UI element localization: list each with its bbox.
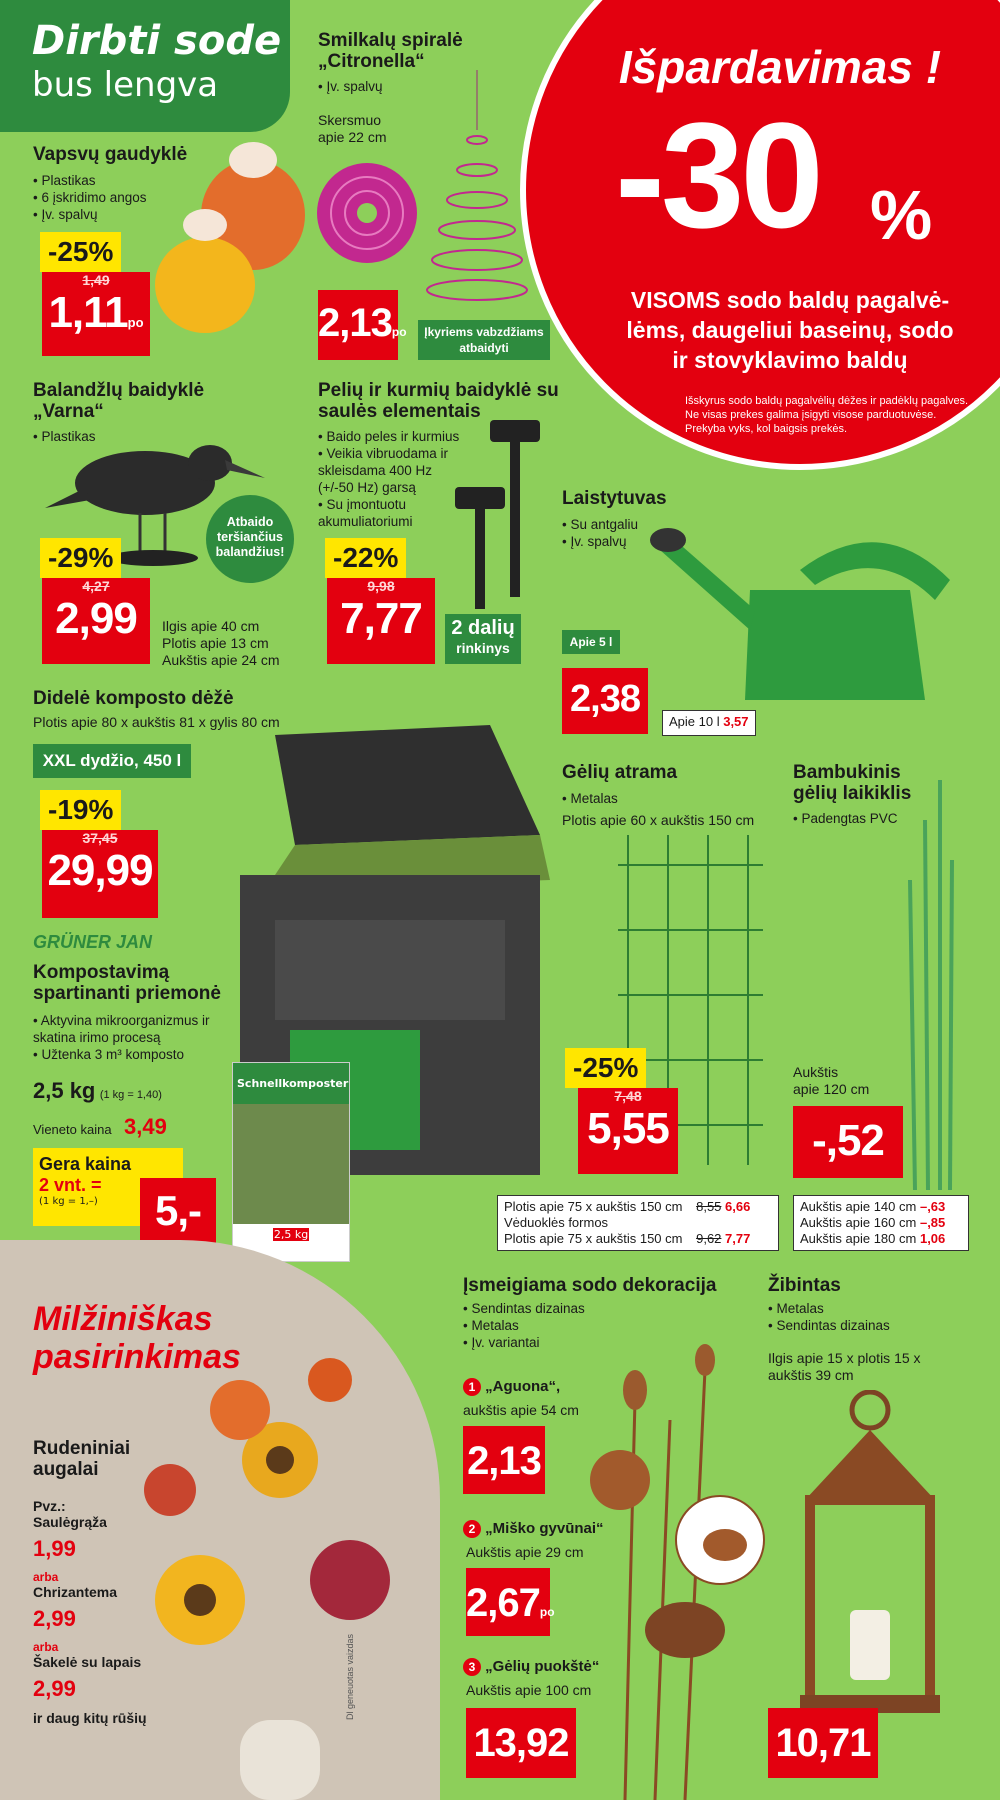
deco-item2-height: Aukštis apie 29 cm — [466, 1544, 584, 1560]
bamboo-title-line2: gėlių laikiklis — [793, 783, 912, 804]
lantern-price: 10,71 — [775, 1721, 871, 1765]
deco-item3-height: Aukštis apie 100 cm — [466, 1682, 592, 1698]
lantern-title: Žibintas — [768, 1275, 841, 1296]
autumn-item: Chrizantema — [33, 1584, 118, 1600]
spiral-dia-value: apie 22 cm — [318, 129, 387, 145]
autumn-or: arba — [33, 1640, 59, 1654]
wasp-discount: -25% — [40, 232, 121, 272]
autumn-subtitle-line2: augalai — [33, 1459, 99, 1480]
spiral-hanging-image — [420, 70, 535, 310]
autumn-subtitle-line1: Rudeniniai — [33, 1438, 131, 1459]
trellis-variant-label: Plotis apie 75 x aukštis 150 cm — [504, 1231, 683, 1246]
autumn-title-line1: Milžiniškas — [33, 1300, 213, 1338]
bamboo-variants — [793, 1195, 969, 1251]
compost-dims: Plotis apie 80 x aukštis 81 x gylis 80 cm — [33, 714, 280, 730]
accel-price: 5,- — [154, 1187, 201, 1234]
compost-xxl-tag: XXL dydžio, 450 l — [33, 744, 191, 778]
autumn-title — [33, 1300, 241, 1376]
autumn-list — [33, 1498, 147, 1726]
sale-title: Išpardavimas ! — [618, 41, 942, 93]
sale-description — [590, 285, 990, 375]
autumn-item-price: 2,99 — [33, 1606, 76, 1631]
trellis-bullets — [562, 790, 618, 807]
crow-dim: Aukštis apie 24 cm — [162, 652, 280, 668]
spiral-bullet: • Įv. spalvų — [318, 78, 383, 95]
trellis-bullet: • Metalas — [562, 790, 618, 807]
mole-bullet: • Su įmontuotu akumuliatoriumi — [318, 496, 468, 530]
accel-weight-note: (1 kg = 1,40) — [99, 1089, 162, 1101]
mole-bullet: • Veikia vibruodama ir skleisdama 400 Hz (+/-50 Hz) garsą — [318, 445, 468, 496]
header-banner — [0, 0, 290, 132]
crow-price: 2,99 — [55, 594, 137, 643]
trellis-variants — [497, 1195, 779, 1251]
header-line2: bus lengva — [32, 65, 219, 105]
autumn-item-price: 1,99 — [33, 1536, 76, 1561]
sale-line3: ir stovyklavimo baldų — [672, 347, 908, 373]
trellis-variant-label: Plotis apie 75 x aukštis 150 cm — [504, 1199, 683, 1214]
wasp-bullets — [33, 172, 147, 223]
mole-title-line1: Pelių ir kurmių baidyklė su — [318, 380, 559, 401]
wasp-unit: po — [127, 315, 144, 330]
sale-note: Išskyrus sodo baldų pagalvėlių dėžes ir padėklų pagalves. Ne visas prekes galima įsigyti visose parduotuvėse. Prekyba vyks, kol baigsis prekės. — [685, 395, 969, 435]
autumn-item-price: 2,99 — [33, 1676, 76, 1701]
autumn-item: Saulėgrąža — [33, 1514, 107, 1530]
crow-dims — [162, 618, 280, 669]
accel-bullet: • Aktyvina mikroorganizmus ir skatina irimo procesą — [33, 1012, 223, 1046]
lantern-bullet: • Sendintas dizainas — [768, 1317, 890, 1334]
bamboo-variant-label: Aukštis apie 160 cm — [800, 1215, 917, 1230]
spiral-bullets — [318, 78, 383, 95]
autumn-item: Šakelė su lapais — [33, 1654, 142, 1670]
accel-unit-row — [33, 1114, 167, 1140]
compost-discount: -19% — [40, 790, 121, 830]
bamboo-variant-row — [800, 1231, 962, 1247]
can-bullet: • Su antgaliu — [562, 516, 638, 533]
bamboo-variant-price: –,85 — [919, 1215, 946, 1230]
accel-deal-label: Gera kaina — [39, 1154, 132, 1174]
trellis-dims: Plotis apie 60 x aukštis 150 cm — [562, 812, 755, 828]
spiral-title — [318, 30, 463, 72]
trellis-variant-label: Vėduoklės formos — [504, 1215, 609, 1230]
trellis-variant-row — [504, 1199, 772, 1215]
wasp-bullet: • Plastikas — [33, 172, 147, 189]
wasp-bullet: • 6 įskridimo angos — [33, 189, 147, 206]
deco-image — [575, 1310, 775, 1800]
bamboo-title — [793, 762, 911, 804]
deco-item1-height: aukštis apie 54 cm — [463, 1402, 579, 1418]
can-alt-box — [662, 710, 756, 736]
compost-price: 29,99 — [47, 846, 153, 895]
accel-title-line1: Kompostavimą — [33, 962, 170, 983]
can-bullet: • Įv. spalvų — [562, 533, 638, 550]
lantern-dims-line1: Ilgis apie 15 x plotis 15 x — [768, 1350, 921, 1366]
trellis-title: Gėlių atrama — [562, 762, 678, 783]
bamboo-variant-price: –,63 — [919, 1199, 946, 1214]
mole-repeller-image — [450, 415, 550, 615]
compost-price-box — [42, 830, 158, 918]
deco-item2-price-box — [466, 1568, 555, 1636]
accel-unit-price: 3,49 — [124, 1114, 167, 1139]
spiral-price-box — [318, 290, 407, 360]
bamboo-bullet: • Padengtas PVC — [793, 810, 898, 827]
deco-item3-number: 3 — [463, 1658, 481, 1676]
deco-item3-label: „Gėlių puokštė“ — [485, 1658, 600, 1675]
deco-item1-price: 2,13 — [467, 1439, 541, 1483]
mole-title-line2: saulės elementais — [318, 401, 481, 422]
deco-bullet: • Įv. variantai — [463, 1334, 585, 1351]
deco-item1-number: 1 — [463, 1378, 481, 1396]
bamboo-variant-price: 1,06 — [919, 1231, 946, 1246]
lantern-dims-line2: aukštis 39 cm — [768, 1367, 854, 1383]
can-price: 2,38 — [570, 678, 640, 720]
crow-bullet: • Plastikas — [33, 428, 96, 445]
accel-weight-row — [33, 1078, 162, 1104]
autumn-more: ir daug kitų rūšių — [33, 1710, 147, 1726]
trellis-discount: -25% — [565, 1048, 646, 1088]
bamboo-price: -,52 — [812, 1116, 884, 1165]
can-bullets — [562, 516, 638, 550]
bamboo-stakes-image — [900, 780, 960, 1190]
autumn-or: arba — [33, 1570, 59, 1584]
deco-item2 — [463, 1520, 604, 1538]
crow-discount: -29% — [40, 538, 121, 578]
can-alt-price: 3,57 — [723, 714, 749, 729]
deco-item3 — [463, 1658, 599, 1676]
bamboo-bullets — [793, 810, 898, 827]
can-title: Laistytuvas — [562, 488, 667, 509]
crow-dim: Ilgis apie 40 cm — [162, 618, 260, 634]
spiral-coil-image — [312, 158, 422, 268]
wasp-trap-image — [145, 135, 305, 345]
sale-percent: -30 — [615, 91, 820, 259]
accel-title — [33, 962, 221, 1004]
wasp-price-box — [42, 272, 150, 356]
deco-item2-label: „Miško gyvūnai“ — [485, 1520, 604, 1537]
accel-deal-note: (1 kg = 1,–) — [39, 1196, 98, 1207]
autumn-title-line2: pasirinkimas — [33, 1338, 241, 1376]
sale-line1: VISOMS sodo baldų pagalvė- — [630, 287, 950, 313]
lantern-dims — [768, 1350, 921, 1384]
deco-item3-price: 13,92 — [473, 1721, 569, 1765]
crow-title-line2: „Varna“ — [33, 401, 104, 422]
can-alt-label: Apie 10 l — [669, 714, 720, 729]
trellis-price: 5,55 — [587, 1104, 669, 1153]
spiral-unit: po — [391, 325, 407, 339]
lantern-bullet: • Metalas — [768, 1300, 890, 1317]
accel-weight: 2,5 kg — [33, 1078, 96, 1103]
can-size-tag: Apie 5 l — [562, 630, 620, 654]
crow-title-line1: Balandžlų baidyklė — [33, 380, 205, 401]
watering-can-image — [650, 510, 970, 710]
wasp-bullet: • Įv. spalvų — [33, 206, 147, 223]
autumn-subtitle — [33, 1438, 130, 1480]
bamboo-price-box — [793, 1106, 903, 1178]
mole-bullets — [318, 428, 468, 530]
deco-item2-unit: po — [539, 1605, 555, 1619]
deco-title: Įsmeigiama sodo dekoracija — [463, 1275, 717, 1296]
trellis-variant-old: 9,62 — [696, 1231, 722, 1246]
crow-dim: Plotis apie 13 cm — [162, 635, 269, 651]
accel-unit-label: Vieneto kaina — [33, 1122, 112, 1137]
deco-bullet: • Sendintas dizainas — [463, 1300, 585, 1317]
header-line1: Dirbti sode — [32, 18, 282, 64]
deco-bullet: • Metalas — [463, 1317, 585, 1334]
deco-item3-price-box — [466, 1708, 576, 1778]
accel-package-weight: 2,5 kg — [273, 1228, 309, 1241]
compost-old-price: 37,45 — [82, 830, 118, 846]
spiral-price: 2,13 — [318, 301, 392, 345]
bamboo-height-label: Aukštis — [793, 1064, 839, 1080]
deco-item2-price: 2,67 — [466, 1581, 540, 1625]
crow-old-price: 4,27 — [82, 578, 110, 594]
accel-bullet: • Užtenka 3 m³ komposto — [33, 1046, 223, 1063]
trellis-variant-row — [504, 1231, 772, 1247]
deco-item1 — [463, 1378, 560, 1396]
wasp-old-price: 1,49 — [82, 272, 110, 288]
mole-price: 7,77 — [340, 594, 422, 643]
deco-item1-price-box — [463, 1426, 545, 1494]
sale-pct-sign: % — [870, 176, 933, 254]
bamboo-variant-label: Aukštis apie 140 cm — [800, 1199, 917, 1214]
trellis-variant-old: 8,55 — [696, 1199, 722, 1214]
deco-item1-label: „Aguona“, — [485, 1378, 561, 1395]
accel-package-label: Schnellkomposter — [233, 1063, 349, 1104]
wasp-title: Vapsvų gaudyklė — [33, 144, 188, 165]
trellis-price-box — [578, 1088, 678, 1174]
lantern-price-box — [768, 1708, 878, 1778]
mole-bullet: • Baido peles ir kurmius — [318, 428, 618, 445]
trellis-variant-price: 6,66 — [725, 1199, 751, 1214]
compost-title: Didelė komposto dėžė — [33, 688, 234, 709]
accel-brand: GRÜNER JAN — [33, 932, 153, 952]
bamboo-title-line1: Bambukinis — [793, 762, 901, 783]
bamboo-variant-row — [800, 1199, 962, 1215]
accel-deal-qty: 2 vnt. = — [39, 1175, 102, 1195]
spiral-title-line2: „Citronella“ — [318, 51, 425, 72]
crow-badge: Atbaido teršiančius balandžius! — [206, 495, 294, 583]
bamboo-height — [793, 1064, 869, 1098]
bamboo-variant-row — [800, 1215, 962, 1231]
lantern-image — [800, 1390, 960, 1720]
bamboo-height-value: apie 120 cm — [793, 1081, 870, 1097]
autumn-image-note: Dl geneuotas vaizdas — [345, 1633, 355, 1720]
bamboo-variant-label: Aukštis apie 180 cm — [800, 1231, 917, 1246]
mole-set-line1: 2 dalių — [451, 617, 515, 639]
accel-bullets — [33, 1012, 223, 1063]
mole-discount: -22% — [325, 538, 406, 578]
can-price-box — [562, 668, 648, 734]
autumn-example-label: Pvz.: — [33, 1498, 66, 1514]
mole-old-price: 9,98 — [367, 578, 395, 594]
deco-item2-number: 2 — [463, 1520, 481, 1538]
spiral-title-line1: Smilkalų spiralė — [318, 30, 463, 51]
accel-package-image — [232, 1062, 350, 1262]
lantern-bullets — [768, 1300, 890, 1334]
mole-set-tag — [445, 614, 521, 664]
deco-bullets — [463, 1300, 585, 1351]
wasp-price: 1,11 — [48, 288, 128, 337]
mole-price-box — [327, 578, 435, 664]
spiral-diameter — [318, 112, 386, 146]
sale-line2: lėms, daugeliui baseinų, sodo — [626, 317, 954, 343]
trellis-old-price: 7,48 — [614, 1088, 642, 1104]
trellis-variant-price: 7,77 — [725, 1231, 751, 1246]
accel-price-box — [140, 1178, 216, 1248]
spiral-dia-label: Skersmuo — [318, 112, 382, 128]
mole-set-line2: rinkinys — [456, 640, 510, 656]
spiral-tag: Įkyriems vabzdžiams atbaidyti — [418, 320, 550, 360]
accel-title-line2: spartinanti priemonė — [33, 983, 221, 1004]
crow-price-box — [42, 578, 150, 664]
